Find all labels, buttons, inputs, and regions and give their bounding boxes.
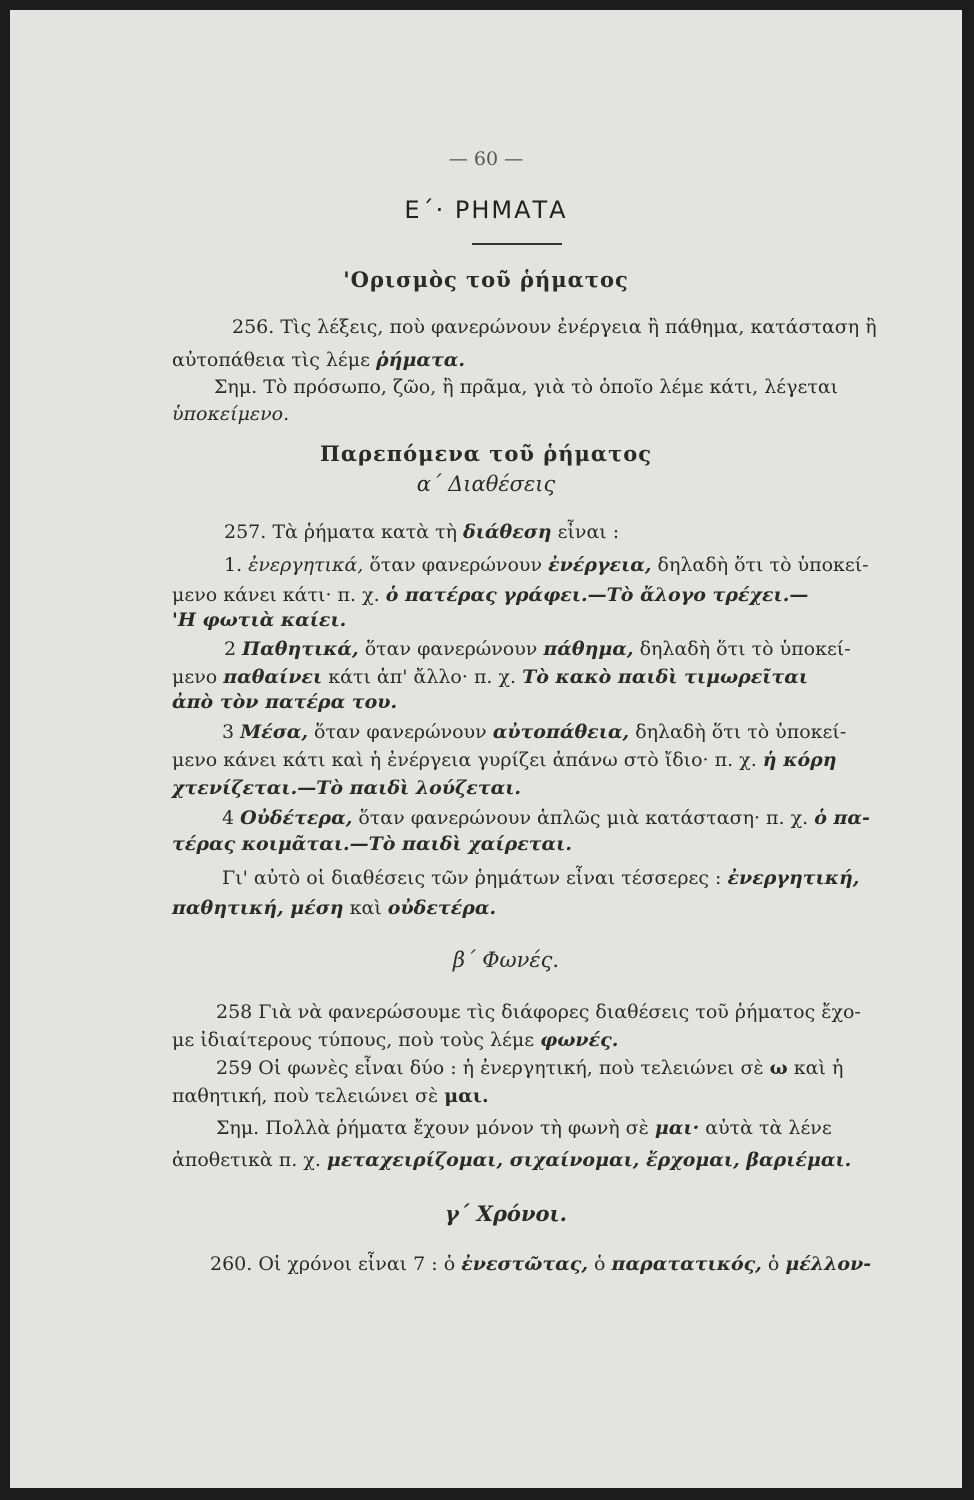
note-subject-line-2: ὑποκείμενο.	[172, 403, 290, 425]
paragraph-256-line-1: 256. Τὶς λέξεις, ποὺ φανερώνουν ἐνέργεια ἢ πάθημα, κατάσταση ἢ	[232, 316, 877, 338]
title-rule	[472, 243, 562, 245]
item-1-line-2: μενο κάνει κάτι· π. χ. ὁ πατέρας γράφει.—Τὸ ἄλογο τρέχει.—	[172, 584, 809, 606]
paragraph-259-line-1: 259 Οἱ φωνὲς εἶναι δύο : ἡ ἐνεργητική, ποὺ τελειώνει σὲ ω καὶ ἡ	[216, 1057, 844, 1079]
summary-line-1: Γι' αὐτὸ οἱ διαθέσεις τῶν ῥημάτων εἶναι τέσσερες : ἐνεργητική,	[222, 867, 860, 889]
summary-line-2: παθητική, μέση καὶ οὐδετέρα.	[172, 897, 497, 919]
book-page	[10, 10, 962, 1488]
item-3-line-3: χτενίζεται.—Τὸ παιδὶ λούζεται.	[172, 777, 522, 799]
note-subject-line-1: Σημ. Τὸ πρόσωπο, ζῶο, ἢ πρᾶμα, γιὰ τὸ ὁποῖο λέμε κάτι, λέγεται	[214, 376, 839, 398]
section-heading-accessories: Παρεπόμενα τοῦ ῥήματος	[320, 441, 652, 466]
paragraph-256-line-2: αὐτοπάθεια τὶς λέμε ῥήματα.	[172, 349, 466, 371]
subheading-voices: β΄ Φωνές.	[452, 948, 560, 972]
item-4-line-2: τέρας κοιμᾶται.—Τὸ παιδὶ χαίρεται.	[172, 833, 572, 855]
subheading-voices-dispositions: α΄ Διαθέσεις	[416, 472, 556, 496]
item-2-line-1: 2 Παθητικά, ὅταν φανερώνουν πάθημα, δηλαδὴ ὅτι τὸ ὑποκεί-	[224, 638, 851, 660]
item-1-line-1: 1. ἐνεργητικά, ὅταν φανερώνουν ἐνέργεια, δηλαδὴ ὅτι τὸ ὑποκεί-	[224, 554, 869, 576]
paragraph-260: 260. Οἱ χρόνοι εἶναι 7 : ὁ ἐνεστῶτας, ὁ παρατατικός, ὁ μέλλον-	[210, 1253, 872, 1275]
item-3-line-2: μενο κάνει κάτι καὶ ἡ ἐνέργεια γυρίζει ἀπάνω στὸ ἴδιο· π. χ. ἡ κόρη	[172, 749, 837, 771]
section-heading-definition: 'Ορισμὸς τοῦ ῥήματος	[343, 267, 629, 292]
paragraph-259-line-2: παθητική, ποὺ τελειώνει σὲ μαι.	[172, 1085, 489, 1107]
subheading-tenses: γ΄ Χρόνοι.	[445, 1201, 567, 1226]
item-3-line-1: 3 Μέσα, ὅταν φανερώνουν αὐτοπάθεια, δηλαδὴ ὅτι τὸ ὑποκεί-	[222, 721, 847, 743]
note-deponent-line-2: ἀποθετικὰ π. χ. μεταχειρίζομαι, σιχαίνομαι, ἔρχομαι, βαριέμαι.	[172, 1149, 852, 1171]
item-2-line-2: μενο παθαίνει κάτι ἀπ' ἄλλο· π. χ. Τὸ κακὸ παιδὶ τιμωρεῖται	[172, 666, 809, 688]
chapter-title: Ε΄· ΡΗΜΑΤΑ	[404, 196, 568, 224]
item-4-line-1: 4 Οὐδέτερα, ὅταν φανερώνουν ἁπλῶς μιὰ κατάσταση· π. χ. ὁ πα-	[222, 807, 870, 829]
note-deponent-line-1: Σημ. Πολλὰ ῥήματα ἔχουν μόνον τὴ φωνὴ σὲ μαι· αὐτὰ τὰ λένε	[216, 1117, 832, 1139]
paragraph-257: 257. Τὰ ῥήματα κατὰ τὴ διάθεση εἶναι :	[224, 521, 620, 543]
paragraph-258-line-1: 258 Γιὰ νὰ φανερώσουμε τὶς διάφορες διαθέσεις τοῦ ῥήματος ἔχο-	[216, 1001, 861, 1023]
page-number: — 60 —	[448, 148, 524, 170]
item-2-line-3: ἀπὸ τὸν πατέρα του.	[172, 691, 398, 713]
item-1-line-3: 'Η φωτιὰ καίει.	[172, 609, 347, 631]
paragraph-258-line-2: με ἰδιαίτερους τύπους, ποὺ τοὺς λέμε φωνές.	[172, 1029, 619, 1051]
